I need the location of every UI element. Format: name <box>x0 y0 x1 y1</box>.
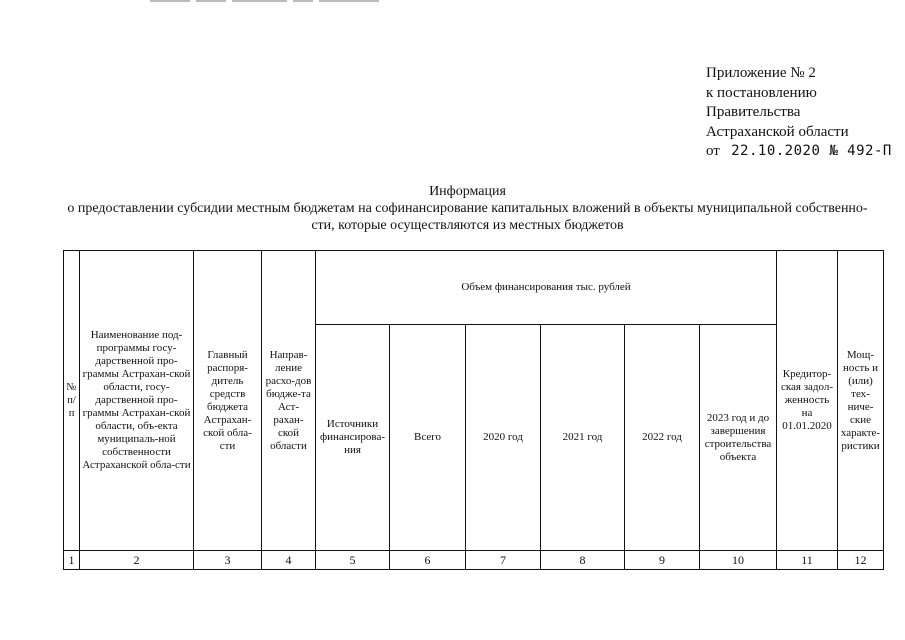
header-capacity: Мощ-ность и (или) тех-ниче-ские характе-ристики <box>838 251 884 551</box>
scan-artifact <box>150 0 420 3</box>
column-number: 6 <box>390 551 466 570</box>
column-number: 3 <box>194 551 262 570</box>
column-number: 10 <box>700 551 777 570</box>
subsidy-table <box>63 250 884 570</box>
appendix-line2: к постановлению <box>706 84 817 101</box>
header-total: Всего <box>390 325 466 551</box>
header-row-1 <box>64 251 884 325</box>
header-expense-direction: Направ-ление расхо-дов бюдже-та Аст-рахан-ской области <box>262 251 316 551</box>
column-number: 12 <box>838 551 884 570</box>
header-financing-volume: Объем финансирования тыс. рублей <box>316 251 777 325</box>
column-number: 4 <box>262 551 316 570</box>
heading-line2: о предоставлении субсидии местным бюджетам на софинансирование капитальных вложений в объекты муниципальной собственно- <box>67 201 868 216</box>
column-number: 7 <box>466 551 541 570</box>
appendix-date-line <box>706 142 892 162</box>
header-chief-administrator: Главный распоря-дитель средств бюджета Астрахан-ской обла-сти <box>194 251 262 551</box>
column-number-row <box>64 551 884 570</box>
appendix-line3: Правительства <box>706 104 801 120</box>
header-year-2020: 2020 год <box>466 325 541 551</box>
header-number: № п/п <box>64 251 80 551</box>
header-year-2022: 2022 год <box>625 325 700 551</box>
appendix-block <box>706 64 892 162</box>
column-number: 8 <box>541 551 625 570</box>
header-subprogram-name: Наименование под-программы госу-дарственной про-граммы Астрахан-ской области, госу-дарственной про-граммы Астрахан-ской области, объ-екта муниципаль-ной собственности Астраханской обла-сти <box>80 251 194 551</box>
appendix-line4: Астраханской области <box>706 123 849 140</box>
column-number: 9 <box>625 551 700 570</box>
heading-line3: сти, которые осуществляются из местных бюджетов <box>311 218 624 233</box>
header-funding-sources: Источники финансирова-ния <box>316 325 390 551</box>
column-number: 2 <box>80 551 194 570</box>
column-number: 11 <box>777 551 838 570</box>
header-accounts-payable: Кредитор-ская задол-женность на 01.01.2020 <box>777 251 838 551</box>
column-number: 5 <box>316 551 390 570</box>
column-number: 1 <box>64 551 80 570</box>
header-year-2023-plus: 2023 год и до завершения строительства объекта <box>700 325 777 551</box>
appendix-date-number: 22.10.2020 № 492-П <box>731 143 892 159</box>
header-year-2021: 2021 год <box>541 325 625 551</box>
appendix-from-prefix: от <box>706 143 720 159</box>
document-heading <box>40 183 895 234</box>
heading-title: Информация <box>429 184 506 199</box>
appendix-line1: Приложение № 2 <box>706 65 816 81</box>
